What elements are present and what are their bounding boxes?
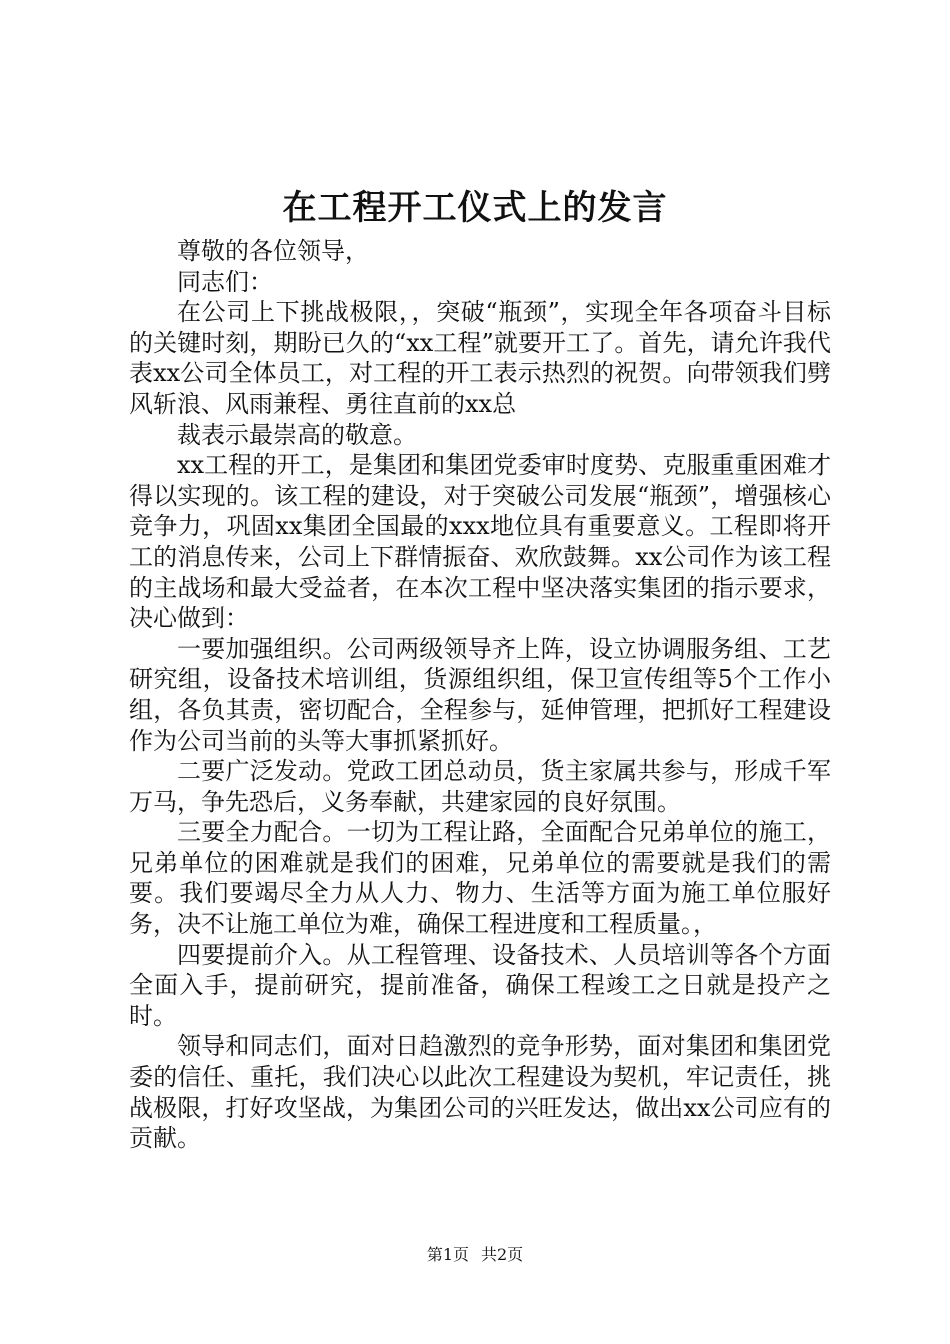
page-footer: [0, 1244, 950, 1266]
paragraph-opening: 在公司上下挑战极限，，突破“瓶颈”，实现全年各项奋斗目标的关键时刻，期盼已久的“xx工程”就要开工了。首先，请允许我代表xx公司全体员工，对工程的开工表示热烈的祝贺。向带领我们劈风斩浪、风雨兼程、勇往直前的xx总: [129, 298, 831, 418]
paragraph-point-two: 二要广泛发动。党政工团总动员，货主家属共参与，形成千军万马，争先恐后，义务奉献，共建家园的良好氛围。: [129, 757, 831, 816]
paragraph-point-one: 一要加强组织。公司两级领导齐上阵，设立协调服务组、工艺研究组，设备技术培训组，货源组织组，保卫宣传组等5个工作小组，各负其责，密切配合，全程参与，延伸管理，把抓好工程建设作为公司当前的头等大事抓紧抓好。: [129, 634, 831, 755]
paragraph-significance: xx工程的开工，是集团和集团党委审时度势、克服重重困难才得以实现的。该工程的建设，对于突破公司发展“瓶颈”，增强核心竞争力，巩固xx集团全国最的xxx地位具有重要意义。工程即将开工的消息传来，公司上下群情振奋、欢欣鼓舞。xx公司作为该工程的主战场和最大受益者，在本次工程中坚决落实集团的指示要求，决心做到：: [129, 451, 831, 633]
paragraph-closing: 领导和同志们，面对日趋激烈的竞争形势，面对集团和集团党委的信任、重托，我们决心以此次工程建设为契机，牢记责任，挑战极限，打好攻坚战，为集团公司的兴旺发达，做出xx公司应有的贡献。: [129, 1032, 831, 1153]
salutation-comrades: 同志们：: [177, 267, 273, 296]
paragraph-point-three: 三要全力配合。一切为工程让路，全面配合兄弟单位的施工，兄弟单位的困难就是我们的困难，兄弟单位的需要就是我们的需要。我们要竭尽全力从人力、物力、生活等方面为施工单位服好务，决不让施工单位为难，确保工程进度和工程质量。，: [129, 818, 831, 939]
paragraph-respect: 裁表示最崇高的敬意。: [177, 420, 417, 449]
document-body: [129, 236, 831, 1154]
paragraph-point-four: 四要提前介入。从工程管理、设备技术、人员培训等各个方面全面入手，提前研究，提前准备，确保工程竣工之日就是投产之时。: [129, 940, 831, 1030]
page-total: 共2页: [481, 1245, 524, 1264]
salutation-leaders: 尊敬的各位领导，: [177, 237, 369, 265]
page-number: 第1页: [426, 1245, 469, 1264]
document-title: 在工程开工仪式上的发言: [282, 188, 668, 228]
